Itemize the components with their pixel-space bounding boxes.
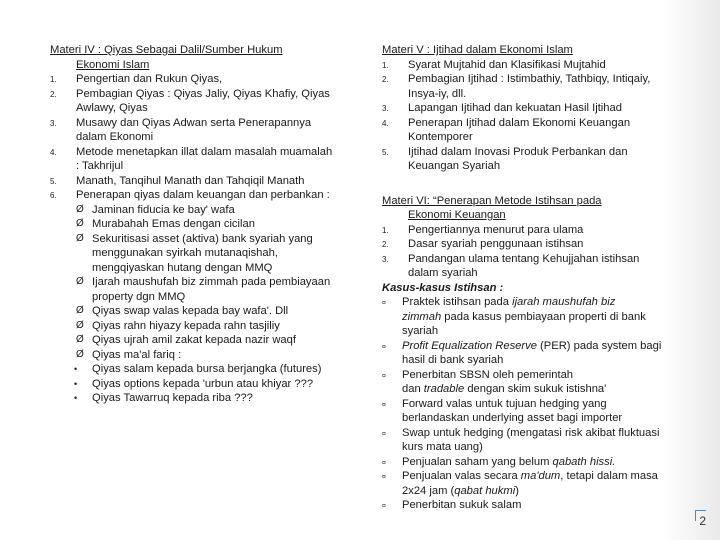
item-number: 1. (50, 75, 57, 84)
qiyas-sub-item-3 (50, 232, 362, 276)
kasus-bullet-icon: ¤ (382, 430, 386, 438)
kasus-text: Penerbitan SBSN oleh pemerintah dan tradable dengan skim sukuk istishna' (402, 368, 607, 395)
item-text: Musawy dan Qiyas Adwan serta Penerapannya dalam Ekonomi (76, 116, 312, 143)
sub-item-text: Ijarah maushufah biz zimmah pada pembiayaan property dgn MMQ (92, 276, 331, 303)
item-text: Syarat Mujtahid dan Klasifikasi Mujtahid (408, 58, 606, 71)
materi-vi-item-2 (382, 237, 712, 252)
item-number: 3. (382, 254, 389, 264)
arrow-bullet-icon: Ø (76, 276, 84, 287)
qiyas-sub-item-7 (50, 333, 362, 348)
item-number: 1. (382, 225, 389, 235)
item-text: Pengertiannya menurut para ulama (408, 223, 584, 236)
materi-iv-heading (50, 43, 362, 72)
page-number-text: 2 (699, 514, 706, 528)
bullet-dot-icon: • (74, 378, 78, 389)
materi-vi-list (382, 223, 712, 281)
item-number: 4. (50, 147, 57, 157)
item-text: Pembagian Qiyas : Qiyas Jaliy, Qiyas Khafiy, Qiyas Awlawy, Qiyas (76, 87, 330, 114)
kasus-text: Penerbitan sukuk salam (402, 499, 522, 511)
heading-vi-line-2: Ekonomi Keuangan (408, 209, 506, 221)
kasus-bullet-icon: ¤ (382, 343, 386, 351)
qiyas-sub-item-9 (50, 362, 362, 377)
sub-item-text: Qiyas rahn hiyazy kepada rahn tasjiliy (92, 319, 280, 332)
materi-iv-item-4 (50, 145, 362, 174)
materi-v-list (382, 58, 712, 174)
item-number: 5. (50, 176, 57, 186)
sub-item-text: Qiyas swap valas kepada bay wafa'. Dll (92, 305, 289, 317)
kasus-text: Penjualan valas secara ma'dum, tetapi dalam masa 2x24 jam (qabat hukmi) (402, 470, 658, 497)
kasus-item-1 (382, 295, 712, 339)
materi-iv-item-6 (50, 188, 362, 203)
materi-v-item-5 (382, 145, 712, 174)
left-column (50, 43, 362, 406)
materi-v-heading (382, 43, 712, 58)
qiyas-sub-item-11 (50, 391, 362, 406)
item-text: Pandangan ulama tentang Kehujjahan istihsan dalam syariah (408, 252, 640, 279)
heading-vi-line-1: Materi VI: “Penerapan Metode Istihsan pada (382, 194, 602, 207)
item-text: Penerapan Ijtihad dalam Ekonomi Keuangan Kontemporer (408, 116, 631, 143)
item-text: Penerapan qiyas dalam keuangan dan perbankan : (76, 189, 330, 201)
kasus-bullet-icon: ¤ (382, 300, 386, 307)
sub-item-text: Jaminan fiducia ke bay' wafa (92, 203, 235, 216)
item-number: 4. (382, 118, 389, 128)
item-number: 2. (50, 89, 57, 99)
kasus-item-6 (382, 455, 712, 470)
page-corner-mark (695, 510, 706, 521)
materi-iv-list (50, 72, 362, 203)
qiyas-sub-item-4 (50, 275, 362, 304)
arrow-bullet-icon: Ø (76, 218, 84, 229)
kasus-list (382, 295, 712, 513)
sub-item-text: Qiyas ujrah amil zakat kepada nazir waqf (92, 334, 296, 346)
kasus-bullet-icon: ¤ (382, 474, 386, 481)
heading-line-1: Materi IV : Qiyas Sebagai Dalil/Sumber Hukum (50, 44, 283, 56)
kasus-text: Penjualan saham yang belum qabath hissi. (402, 455, 616, 468)
item-text: Manath, Tanqihul Manath dan Tahqiqil Manath (76, 174, 305, 187)
arrow-bullet-icon: Ø (76, 203, 84, 215)
arrow-bullet-icon: Ø (76, 334, 84, 345)
qiyas-sub-item-5 (50, 304, 362, 319)
kasus-bullet-icon: ¤ (382, 401, 386, 409)
item-number: 6. (50, 191, 57, 200)
kasus-text: Praktek istihsan pada ijarah maushufah biz zimmah pada kasus pembiayaan properti di bank syariah (402, 296, 646, 337)
sub-item-text: Sekuritisasi asset (aktiva) bank syariah yang menggunakan syirkah mutanaqishah, mengqiyaskan hutang dengan MMQ (92, 232, 313, 274)
materi-vi-heading (382, 194, 712, 223)
penerapan-qiyas-sublist (50, 203, 362, 406)
arrow-bullet-icon: Ø (76, 319, 84, 331)
kasus-item-4 (382, 397, 712, 426)
sub-item-text: Qiyas Tawarruq kepada riba ??? (92, 392, 253, 404)
heading-line-2: Ekonomi Islam (76, 58, 150, 71)
sub-item-text: Murabahah Emas dengan cicilan (92, 218, 255, 230)
kasus-text: Forward valas untuk tujuan hedging yang berlandaskan underlying asset bagi importer (402, 397, 623, 424)
materi-iv-item-5 (50, 174, 362, 189)
heading-v-line: Materi V : Ijtihad dalam Ekonomi Islam (382, 44, 573, 56)
kasus-item-5 (382, 426, 712, 455)
sub-item-text: Qiyas salam kepada bursa berjangka (futures) (92, 363, 322, 375)
item-number: 2. (382, 75, 389, 84)
sub-item-text: Qiyas ma'al fariq : (92, 348, 182, 361)
right-column (382, 43, 712, 513)
kasus-text: Profit Equalization Reserve (PER) pada system bagi hasil di bank syariah (402, 339, 662, 366)
page-number (699, 514, 706, 528)
arrow-bullet-icon: Ø (76, 305, 84, 316)
kasus-text: Swap untuk hedging (mengatasi risk akibat fluktuasi kurs mata uang) (402, 426, 660, 453)
sub-item-text: Qiyas options kepada 'urbun atau khiyar ??? (92, 377, 314, 390)
kasus-bullet-icon: ¤ (382, 372, 386, 380)
bullet-dot-icon: • (74, 393, 78, 403)
item-number: 3. (50, 118, 57, 128)
item-number: 3. (382, 104, 389, 113)
materi-v-item-4 (382, 116, 712, 145)
arrow-bullet-icon: Ø (76, 232, 84, 244)
materi-vi-item-1 (382, 223, 712, 238)
kasus-item-7 (382, 469, 712, 498)
item-text: Pembagian Ijtihad : Istimbathiy, Tathbiqy, Intiqaiy, Insya-iy, dll. (408, 73, 651, 100)
item-text: Metode menetapkan illat dalam masalah muamalah : Takhrijul (76, 145, 333, 172)
materi-iv-item-2 (50, 87, 362, 116)
item-text: Lapangan Ijtihad dan kekuatan Hasil Ijtihad (408, 102, 622, 114)
arrow-bullet-icon: Ø (76, 348, 84, 360)
materi-iv-item-3 (50, 116, 362, 145)
materi-vi-item-3 (382, 252, 712, 281)
materi-v-item-2 (382, 72, 712, 101)
qiyas-sub-item-1 (50, 203, 362, 218)
kasus-bullet-icon: ¤ (382, 503, 386, 510)
item-number: 5. (382, 147, 389, 157)
qiyas-sub-item-10 (50, 377, 362, 392)
kasus-item-2 (382, 339, 712, 368)
kasus-item-3 (382, 368, 712, 397)
item-text: Dasar syariah penggunaan istihsan (408, 238, 584, 250)
materi-v-item-3 (382, 101, 712, 116)
item-number: 2. (382, 240, 389, 249)
materi-iv-item-1 (50, 72, 362, 87)
item-number: 1. (382, 60, 389, 70)
kasus-item-8 (382, 498, 712, 513)
materi-v-item-1 (382, 58, 712, 73)
qiyas-sub-item-2 (50, 217, 362, 232)
item-text: Ijtihad dalam Inovasi Produk Perbankan dan Keuangan Syariah (408, 145, 628, 172)
item-text: Pengertian dan Rukun Qiyas, (76, 73, 223, 85)
bullet-dot-icon: • (74, 364, 78, 374)
qiyas-sub-item-6 (50, 319, 362, 334)
kasus-title: Kasus-kasus Istihsan : (382, 281, 504, 294)
kasus-bullet-icon: ¤ (382, 459, 386, 467)
qiyas-sub-item-8 (50, 348, 362, 363)
